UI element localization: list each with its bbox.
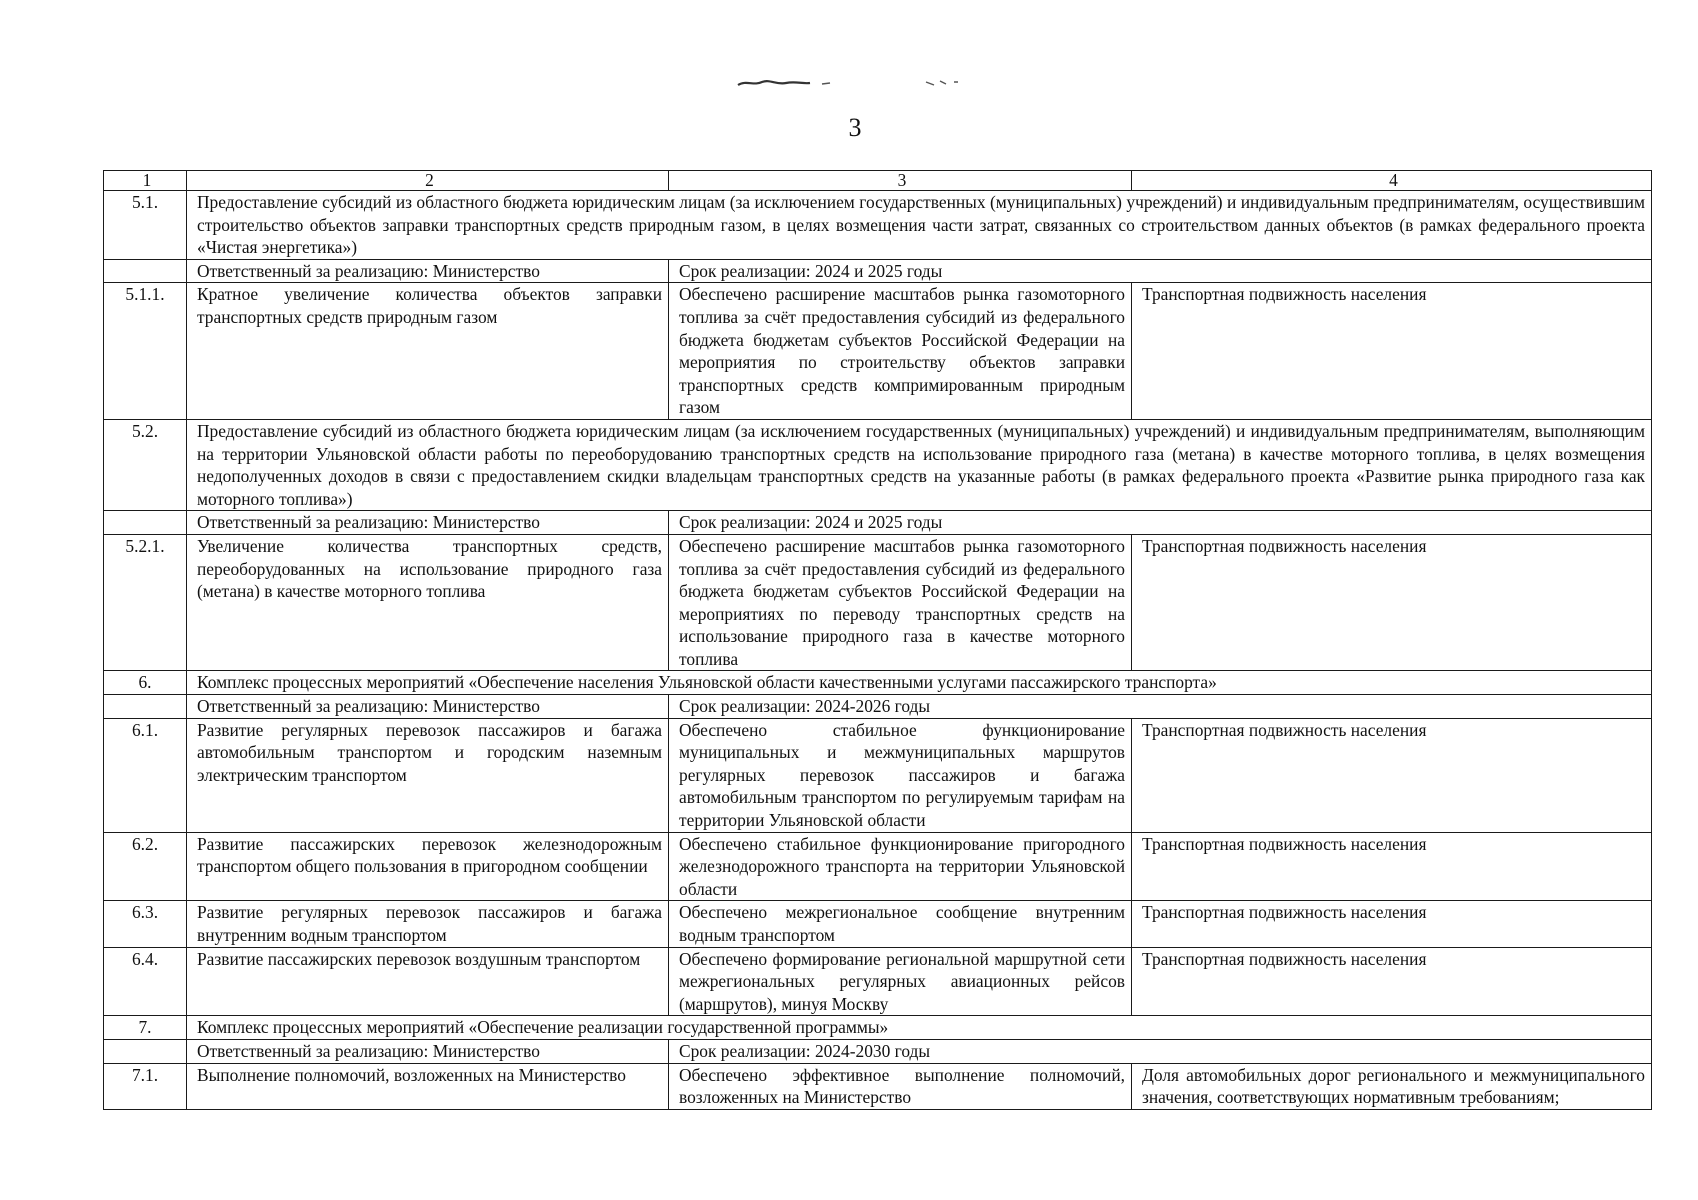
empty-cell bbox=[104, 1039, 187, 1063]
page-number: 3 bbox=[848, 113, 862, 142]
section-number: 7. bbox=[104, 1016, 187, 1040]
task-row bbox=[104, 718, 1652, 832]
task-indicator: Транспортная подвижность населения bbox=[1132, 947, 1652, 1016]
task-result: Обеспечено стабильное функционирование муниципальных и межмуниципальных маршрутов регулярных перевозок пассажиров и багажа автомобильным транспортом по регулируемым тарифам на территории Ульяновской области bbox=[669, 718, 1132, 832]
task-result: Обеспечено стабильное функционирование пригородного железнодорожного транспорта на территории Ульяновской области bbox=[669, 832, 1132, 901]
header-row bbox=[104, 171, 1652, 191]
task-indicator: Транспортная подвижность населения bbox=[1132, 534, 1652, 671]
term-cell: Срок реализации: 2024 и 2025 годы bbox=[669, 259, 1652, 283]
task-row bbox=[104, 901, 1652, 947]
task-row bbox=[104, 534, 1652, 671]
task-number: 6.3. bbox=[104, 901, 187, 947]
responsible-cell: Ответственный за реализацию: Министерство bbox=[187, 511, 669, 535]
term-cell: Срок реализации: 2024-2026 годы bbox=[669, 695, 1652, 719]
header-cell-3: 3 bbox=[669, 171, 1132, 191]
responsible-cell: Ответственный за реализацию: Министерство bbox=[187, 259, 669, 283]
task-indicator: Транспортная подвижность населения bbox=[1132, 718, 1652, 832]
responsible-cell: Ответственный за реализацию: Министерство bbox=[187, 1039, 669, 1063]
task-result: Обеспечено межрегиональное сообщение внутренним водным транспортом bbox=[669, 901, 1132, 947]
empty-cell bbox=[104, 511, 187, 535]
task-number: 5.2.1. bbox=[104, 534, 187, 671]
meta-row bbox=[104, 511, 1652, 535]
header-cell-1: 1 bbox=[104, 171, 187, 191]
section-title: Комплекс процессных мероприятий «Обеспечение реализации государственной программы» bbox=[187, 1016, 1652, 1040]
meta-row bbox=[104, 1039, 1652, 1063]
task-description: Развитие пассажирских перевозок железнодорожным транспортом общего пользования в пригородном сообщении bbox=[187, 832, 669, 901]
program-table bbox=[103, 170, 1652, 1110]
header-cell-2: 2 bbox=[187, 171, 669, 191]
term-cell: Срок реализации: 2024-2030 годы bbox=[669, 1039, 1652, 1063]
section-row bbox=[104, 1016, 1652, 1040]
section-row bbox=[104, 191, 1652, 260]
empty-cell bbox=[104, 695, 187, 719]
task-result: Обеспечено расширение масштабов рынка газомоторного топлива за счёт предоставления субсидий из федерального бюджета бюджетам субъектов Российской Федерации на мероприятиях по переводу транспортных средств на использование природного газа в качестве моторного топлива bbox=[669, 534, 1132, 671]
task-indicator: Транспортная подвижность населения bbox=[1132, 832, 1652, 901]
task-number: 7.1. bbox=[104, 1063, 187, 1109]
meta-row bbox=[104, 259, 1652, 283]
task-indicator: Транспортная подвижность населения bbox=[1132, 283, 1652, 420]
task-description: Развитие регулярных перевозок пассажиров и багажа внутренним водным транспортом bbox=[187, 901, 669, 947]
task-description: Развитие пассажирских перевозок воздушным транспортом bbox=[187, 947, 669, 1016]
task-result: Обеспечено расширение масштабов рынка газомоторного топлива за счёт предоставления субсидий из федерального бюджета бюджетам субъектов Российской Федерации на мероприятия по строительству объектов заправки транспортных средств компримированным природным газом bbox=[669, 283, 1132, 420]
task-description: Кратное увеличение количества объектов заправки транспортных средств природным газом bbox=[187, 283, 669, 420]
responsible-cell: Ответственный за реализацию: Министерство bbox=[187, 695, 669, 719]
task-description: Развитие регулярных перевозок пассажиров и багажа автомобильным транспортом и городским наземным электрическим транспортом bbox=[187, 718, 669, 832]
empty-cell bbox=[104, 259, 187, 283]
task-description: Выполнение полномочий, возложенных на Министерство bbox=[187, 1063, 669, 1109]
section-title: Комплекс процессных мероприятий «Обеспечение населения Ульяновской области качественными услугами пассажирского транспорта» bbox=[187, 671, 1652, 695]
task-description: Увеличение количества транспортных средств, переоборудованных на использование природного газа (метана) в качестве моторного топлива bbox=[187, 534, 669, 671]
task-result: Обеспечено эффективное выполнение полномочий, возложенных на Министерство bbox=[669, 1063, 1132, 1109]
header-cell-4: 4 bbox=[1132, 171, 1652, 191]
table-body bbox=[104, 171, 1652, 1110]
task-row bbox=[104, 1063, 1652, 1109]
section-row bbox=[104, 419, 1652, 510]
task-number: 6.1. bbox=[104, 718, 187, 832]
section-title: Предоставление субсидий из областного бюджета юридическим лицам (за исключением государственных (муниципальных) учреждений) и индивидуальным предпринимателям, осуществившим строительство объектов заправки транспортных средств природным газом, в целях возмещения части затрат, связанных со строительством данных объектов (в рамках федерального проекта «Чистая энергетика») bbox=[187, 191, 1652, 260]
task-row bbox=[104, 283, 1652, 420]
task-number: 6.4. bbox=[104, 947, 187, 1016]
section-title: Предоставление субсидий из областного бюджета юридическим лицам (за исключением государственных (муниципальных) учреждений) и индивидуальным предпринимателям, выполняющим на территории Ульяновской области работы по переоборудованию транспортных средств на использование природного газа (метана) в качестве моторного топлива, в целях возмещения недополученных доходов в связи с предоставлением скидки владельцам транспортных средств на указанные работы (в рамках федерального проекта «Развитие рынка природного газа как моторного топлива») bbox=[187, 419, 1652, 510]
task-row bbox=[104, 947, 1652, 1016]
term-cell: Срок реализации: 2024 и 2025 годы bbox=[669, 511, 1652, 535]
task-number: 5.1.1. bbox=[104, 283, 187, 420]
task-result: Обеспечено формирование региональной маршрутной сети межрегиональных регулярных авиационных рейсов (маршрутов), минуя Москву bbox=[669, 947, 1132, 1016]
task-row bbox=[104, 832, 1652, 901]
task-indicator: Доля автомобильных дорог регионального и межмуниципального значения, соответствующих нормативным требованиям; bbox=[1132, 1063, 1652, 1109]
section-row bbox=[104, 671, 1652, 695]
section-number: 6. bbox=[104, 671, 187, 695]
section-number: 5.1. bbox=[104, 191, 187, 260]
meta-row bbox=[104, 695, 1652, 719]
section-number: 5.2. bbox=[104, 419, 187, 510]
task-number: 6.2. bbox=[104, 832, 187, 901]
task-indicator: Транспортная подвижность населения bbox=[1132, 901, 1652, 947]
scan-artifact-mark bbox=[736, 76, 966, 90]
